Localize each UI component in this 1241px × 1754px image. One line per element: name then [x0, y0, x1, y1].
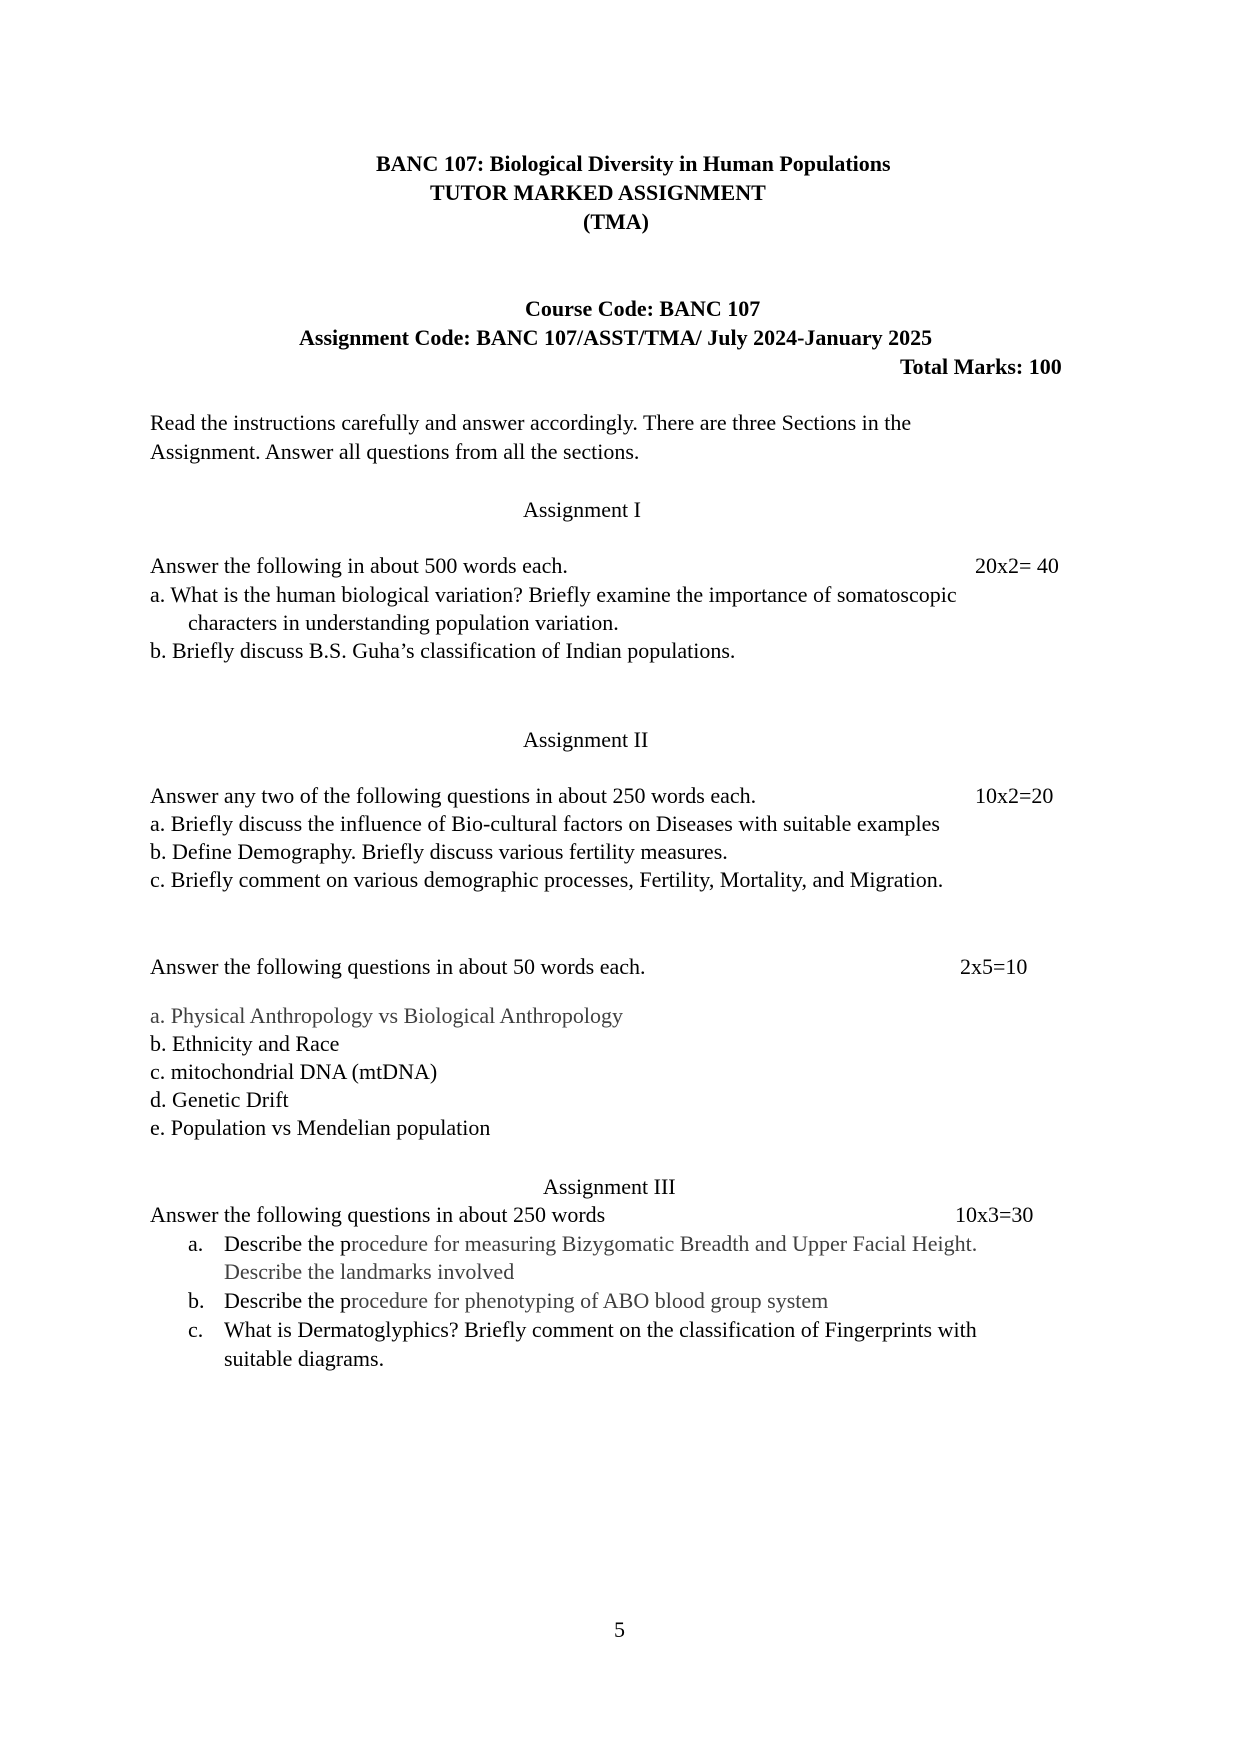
question-2a: a. Briefly discuss the influence of Bio-cultural factors on Diseases with suitable examples	[150, 811, 940, 836]
assignment-2-marks: 10x2=20	[975, 783, 1054, 808]
short-note-c: c. mitochondrial DNA (mtDNA)	[150, 1059, 438, 1084]
question-1a-line-2: characters in understanding population variation.	[188, 610, 619, 635]
question-3b-line-1	[224, 1288, 828, 1314]
short-note-b: b. Ethnicity and Race	[150, 1031, 340, 1056]
question-2c: c. Briefly comment on various demographic processes, Fertility, Mortality, and Migration.	[150, 867, 944, 892]
question-1a-line-1: a. What is the human biological variation? Briefly examine the importance of somatoscopic	[150, 582, 957, 607]
assignment-1-instruction: Answer the following in about 500 words each.	[150, 553, 568, 578]
question-3a-rest: rocedure for measuring Bizygomatic Breadth and Upper Facial Height.	[351, 1231, 978, 1256]
assignment-1-heading: Assignment I	[523, 497, 641, 522]
question-3a-line-1	[224, 1231, 977, 1257]
assignment-1-marks: 20x2= 40	[975, 553, 1059, 578]
assignment-type-title: TUTOR MARKED ASSIGNMENT	[430, 180, 766, 205]
course-code: Course Code: BANC 107	[525, 296, 761, 321]
question-3c-line-2: suitable diagrams.	[224, 1346, 385, 1371]
course-title: BANC 107: Biological Diversity in Human Populations	[376, 151, 891, 176]
question-1b: b. Briefly discuss B.S. Guha’s classification of Indian populations.	[150, 638, 736, 663]
assignment-2-heading: Assignment II	[523, 727, 649, 752]
question-3a-line-2: Describe the landmarks involved	[224, 1259, 515, 1284]
question-2b: b. Define Demography. Briefly discuss various fertility measures.	[150, 839, 728, 864]
assignment-code: Assignment Code: BANC 107/ASST/TMA/ July 2024-January 2025	[299, 325, 933, 350]
question-3c-line-1: What is Dermatoglyphics? Briefly comment on the classification of Fingerprints with	[224, 1317, 977, 1342]
short-notes-marks: 2x5=10	[960, 954, 1028, 979]
assignment-3-instruction: Answer the following questions in about 250 words	[150, 1202, 606, 1227]
instructions-line-1: Read the instructions carefully and answer accordingly. There are three Sections in the	[150, 410, 912, 435]
question-3b-label: b.	[188, 1288, 205, 1313]
assignment-3-marks: 10x3=30	[955, 1202, 1034, 1227]
short-note-e: e. Population vs Mendelian population	[150, 1115, 491, 1140]
question-3a-lead: Describe the p	[224, 1231, 352, 1256]
instructions-line-2: Assignment. Answer all questions from all the sections.	[150, 439, 640, 464]
short-note-d: d. Genetic Drift	[150, 1087, 289, 1112]
question-3a-label: a.	[188, 1231, 204, 1256]
assignment-2-instruction: Answer any two of the following questions in about 250 words each.	[150, 783, 757, 808]
page-number: 5	[614, 1617, 625, 1642]
total-marks: Total Marks: 100	[900, 354, 1062, 379]
assignment-abbreviation: (TMA)	[583, 209, 649, 234]
assignment-3-heading: Assignment III	[543, 1174, 676, 1199]
question-3c-label: c.	[188, 1317, 204, 1342]
short-note-a: a. Physical Anthropology vs Biological Anthropology	[150, 1003, 623, 1028]
question-3b-lead: Describe the p	[224, 1288, 352, 1313]
short-notes-instruction: Answer the following questions in about 50 words each.	[150, 954, 646, 979]
question-3b-rest: rocedure for phenotyping of ABO blood group system	[351, 1288, 829, 1313]
